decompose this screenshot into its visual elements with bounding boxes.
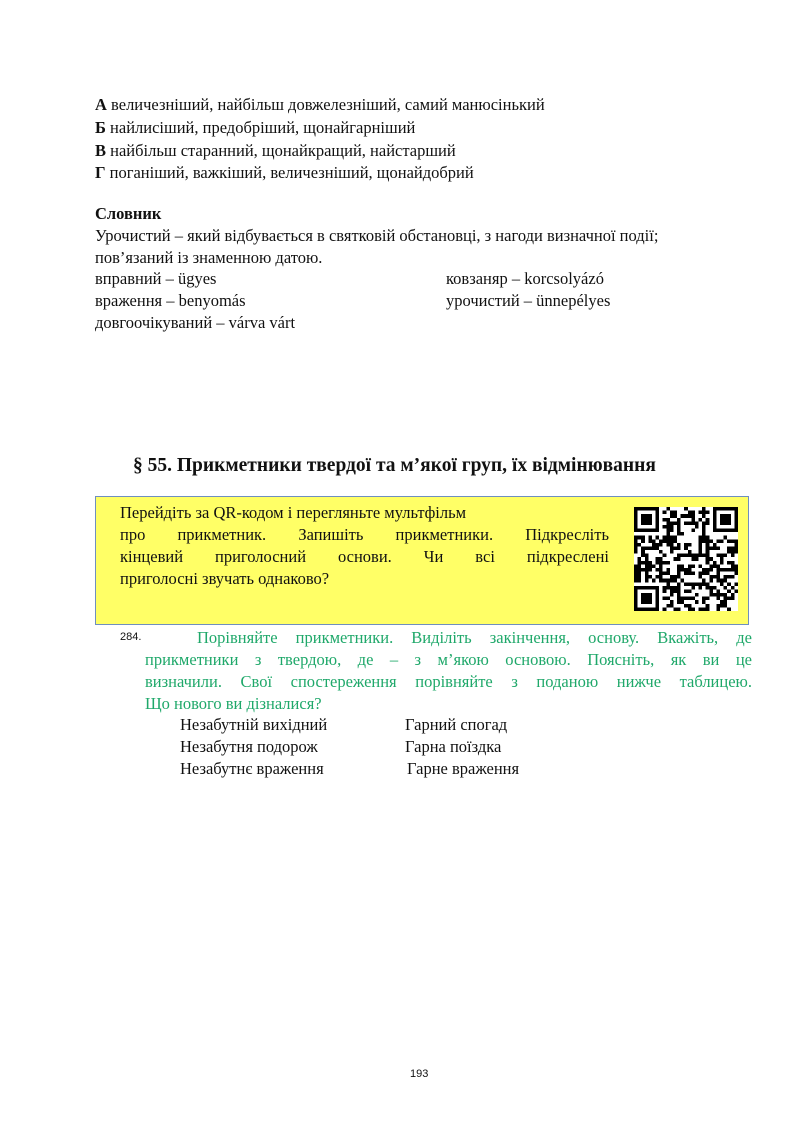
qr-task-line: кінцевий приголосний основи. Чи всі підкреслені [120, 547, 609, 566]
option-a [95, 94, 545, 116]
option-text: найбільш старанний, щонайкращий, найстарший [106, 141, 456, 160]
option-letter: Б [95, 118, 106, 137]
page-number: 193 [410, 1068, 429, 1080]
qr-code-icon[interactable] [634, 507, 738, 611]
exercise-line: Що нового ви дізналися? [145, 694, 322, 713]
dictionary-entry: враження – benyomás [95, 291, 246, 310]
qr-task-text [120, 502, 609, 590]
option-b [95, 117, 415, 139]
qr-task-line: про прикметник. Запишіть прикметники. Підкресліть [120, 525, 609, 544]
option-letter: А [95, 95, 107, 114]
option-text: поганіший, важкіший, величезніший, щонайдобрий [105, 163, 474, 182]
exercise-line: Порівняйте прикметники. Виділіть закінчення, основу. Вкажіть, де [197, 628, 752, 647]
word-pair-left: Незабутня подорож [180, 737, 318, 756]
option-letter: В [95, 141, 107, 160]
exercise-line: визначили. Свої спостереження порівняйте з поданою нижче таблицею. [145, 672, 752, 691]
option-letter: Г [95, 163, 106, 182]
word-pair-right: Гарний спогад [405, 715, 508, 734]
exercise-line: прикметники з твердою, де – з м’якою основою. Поясніть, як ви це [145, 650, 752, 669]
dictionary-entry: довгоочікуваний – várva várt [95, 313, 296, 332]
exercise-number: 284. [120, 631, 142, 643]
qr-task-box [95, 496, 749, 625]
dictionary-entry: урочистий – ünnepélyes [446, 291, 611, 310]
word-pair-right: Гарна поїздка [405, 737, 502, 756]
option-h [95, 162, 474, 184]
exercise-text [145, 627, 752, 715]
dictionary-heading: Словник [95, 204, 162, 223]
qr-task-line: приголосні звучать однаково? [120, 569, 330, 588]
dictionary-definition: Урочистий – який відбувається в святковій обстановці, з нагоди визначної події; [95, 226, 659, 245]
section-title: § 55. Прикметники твердої та м’якої груп, їх відмінювання [133, 455, 656, 476]
dictionary-definition-cont: пов’язаний із знаменною датою. [95, 248, 323, 267]
dictionary-entry: вправний – ügyes [95, 269, 217, 288]
option-v [95, 140, 456, 162]
word-pair-left: Незабутній вихідний [180, 715, 328, 734]
dictionary-entry: ковзаняр – korcsolyázó [446, 269, 604, 288]
option-text: величезніший, найбільш довжелезніший, самий манюсінький [106, 95, 545, 114]
word-pair-left: Незабутнє враження [180, 759, 324, 778]
word-pair-right: Гарне враження [407, 759, 520, 778]
option-text: найлисіший, предобріший, щонайгарніший [105, 118, 416, 137]
qr-task-line: Перейдіть за QR-кодом і перегляньте мультфільм [120, 503, 467, 522]
